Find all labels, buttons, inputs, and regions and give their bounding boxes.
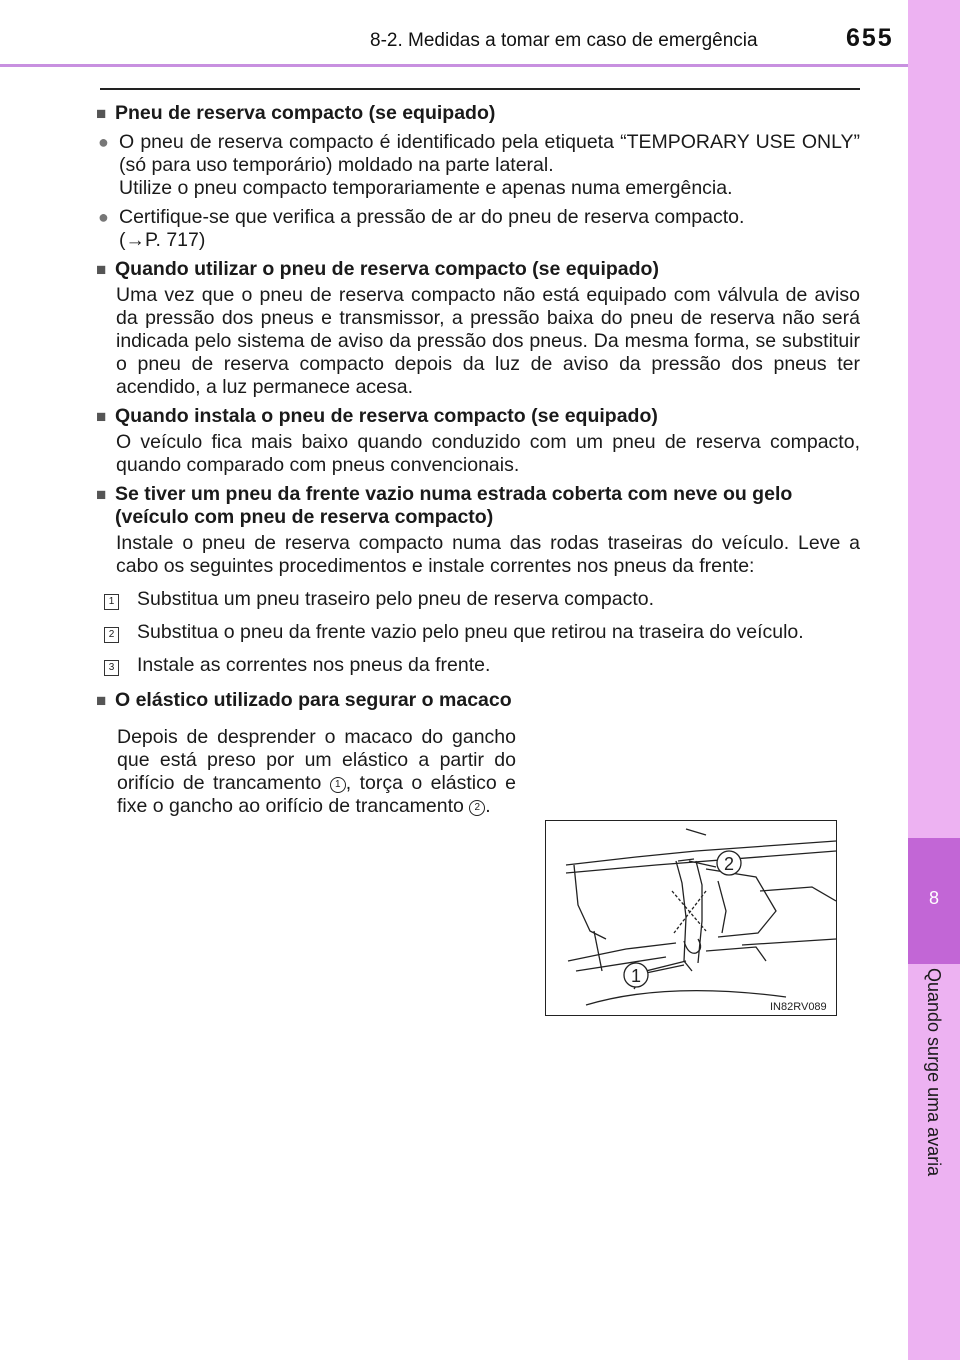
page-number: 655: [846, 24, 894, 52]
round-bullet-icon: ●: [98, 132, 109, 152]
bullet-item: [98, 206, 860, 252]
step-number: 1: [104, 594, 119, 610]
square-bullet-icon: ■: [96, 691, 107, 710]
section-paragraph: Depois de desprender o macaco do gancho que está preso por um elástico a partir do orifício de trancamento 1 , torça o elástico e fixe o gancho ao orifício de trancamento 2 .: [117, 726, 516, 817]
chapter-number: 8: [928, 888, 939, 908]
square-bullet-icon: ■: [96, 260, 107, 279]
callout-2-marker: 2: [469, 800, 485, 816]
figure-code: IN82RV089: [770, 1001, 827, 1013]
step-text: Instale as correntes nos pneus da frente.: [137, 654, 491, 676]
section-paragraph: Instale o pneu de reserva compacto numa das rodas traseiras do veículo. Leve a cabo os seguintes procedimentos e instale correntes nos pneus da frente:: [116, 532, 860, 577]
section-heading: ■ O elástico utilizado para segurar o macaco: [96, 689, 512, 711]
square-bullet-icon: ■: [96, 485, 107, 504]
step-number: 3: [104, 660, 119, 676]
section-paragraph: Uma vez que o pneu de reserva compacto não está equipado com válvula de aviso da pressão dos pneus e transmissor, a pressão baixa do pneu de reserva não será indicada pelo sistema de aviso da pressão dos pneus. Da mesma forma, se substituir o pneu de reserva compacto depois da luz de aviso da pressão dos pneus ter acendido, a luz permanece acesa.: [116, 284, 860, 398]
step-text: Substitua um pneu traseiro pelo pneu de reserva compacto.: [137, 588, 655, 610]
round-bullet-icon: ●: [98, 207, 109, 227]
content-top-rule: [100, 88, 860, 90]
step-number: 2: [104, 627, 119, 643]
header-divider: [0, 64, 908, 67]
step-item: [104, 654, 860, 677]
chapter-title: Quando surge uma avaria: [924, 968, 944, 1177]
step-text: Substitua o pneu da frente vazio pelo pneu que retirou na traseira do veículo.: [137, 621, 804, 643]
section-heading: ■ Se tiver um pneu da frente vazio numa estrada coberta com neve ou gelo (veículo com pneu de reserva compacto): [96, 483, 793, 528]
section-heading: ■ Quando utilizar o pneu de reserva compacto (se equipado): [96, 258, 659, 280]
section-heading: ■ Pneu de reserva compacto (se equipado): [96, 102, 496, 124]
step-item: [104, 621, 860, 644]
section-paragraph: O veículo fica mais baixo quando conduzido com um pneu de reserva compacto, quando comparado com pneus convencionais.: [116, 431, 860, 476]
section-heading: ■ Quando instala o pneu de reserva compacto (se equipado): [96, 405, 658, 427]
callout-2-label: 2: [723, 854, 735, 874]
square-bullet-icon: ■: [96, 407, 107, 426]
jack-hook-drawing: [546, 821, 836, 1015]
callout-1-label: 1: [630, 966, 642, 986]
callout-1-marker: 1: [330, 777, 346, 793]
page-content: [96, 96, 860, 818]
bullet-text: Certifique-se que verifica a pressão de ar do pneu de reserva compacto.: [119, 206, 745, 228]
square-bullet-icon: ■: [96, 104, 107, 123]
jack-strap-illustration: [545, 820, 837, 1016]
bullet-text: O pneu de reserva compacto é identificado pela etiqueta “TEMPORARY USE ONLY” (só para uso temporário) moldado na parte lateral.: [119, 131, 860, 176]
step-item: [104, 588, 860, 611]
bullet-text-continued: Utilize o pneu compacto temporariamente e apenas numa emergência.: [119, 177, 733, 199]
bullet-item: [98, 131, 860, 200]
section-title: 8-2. Medidas a tomar em caso de emergência: [370, 30, 758, 51]
page-reference: (→P. 717): [119, 229, 206, 251]
